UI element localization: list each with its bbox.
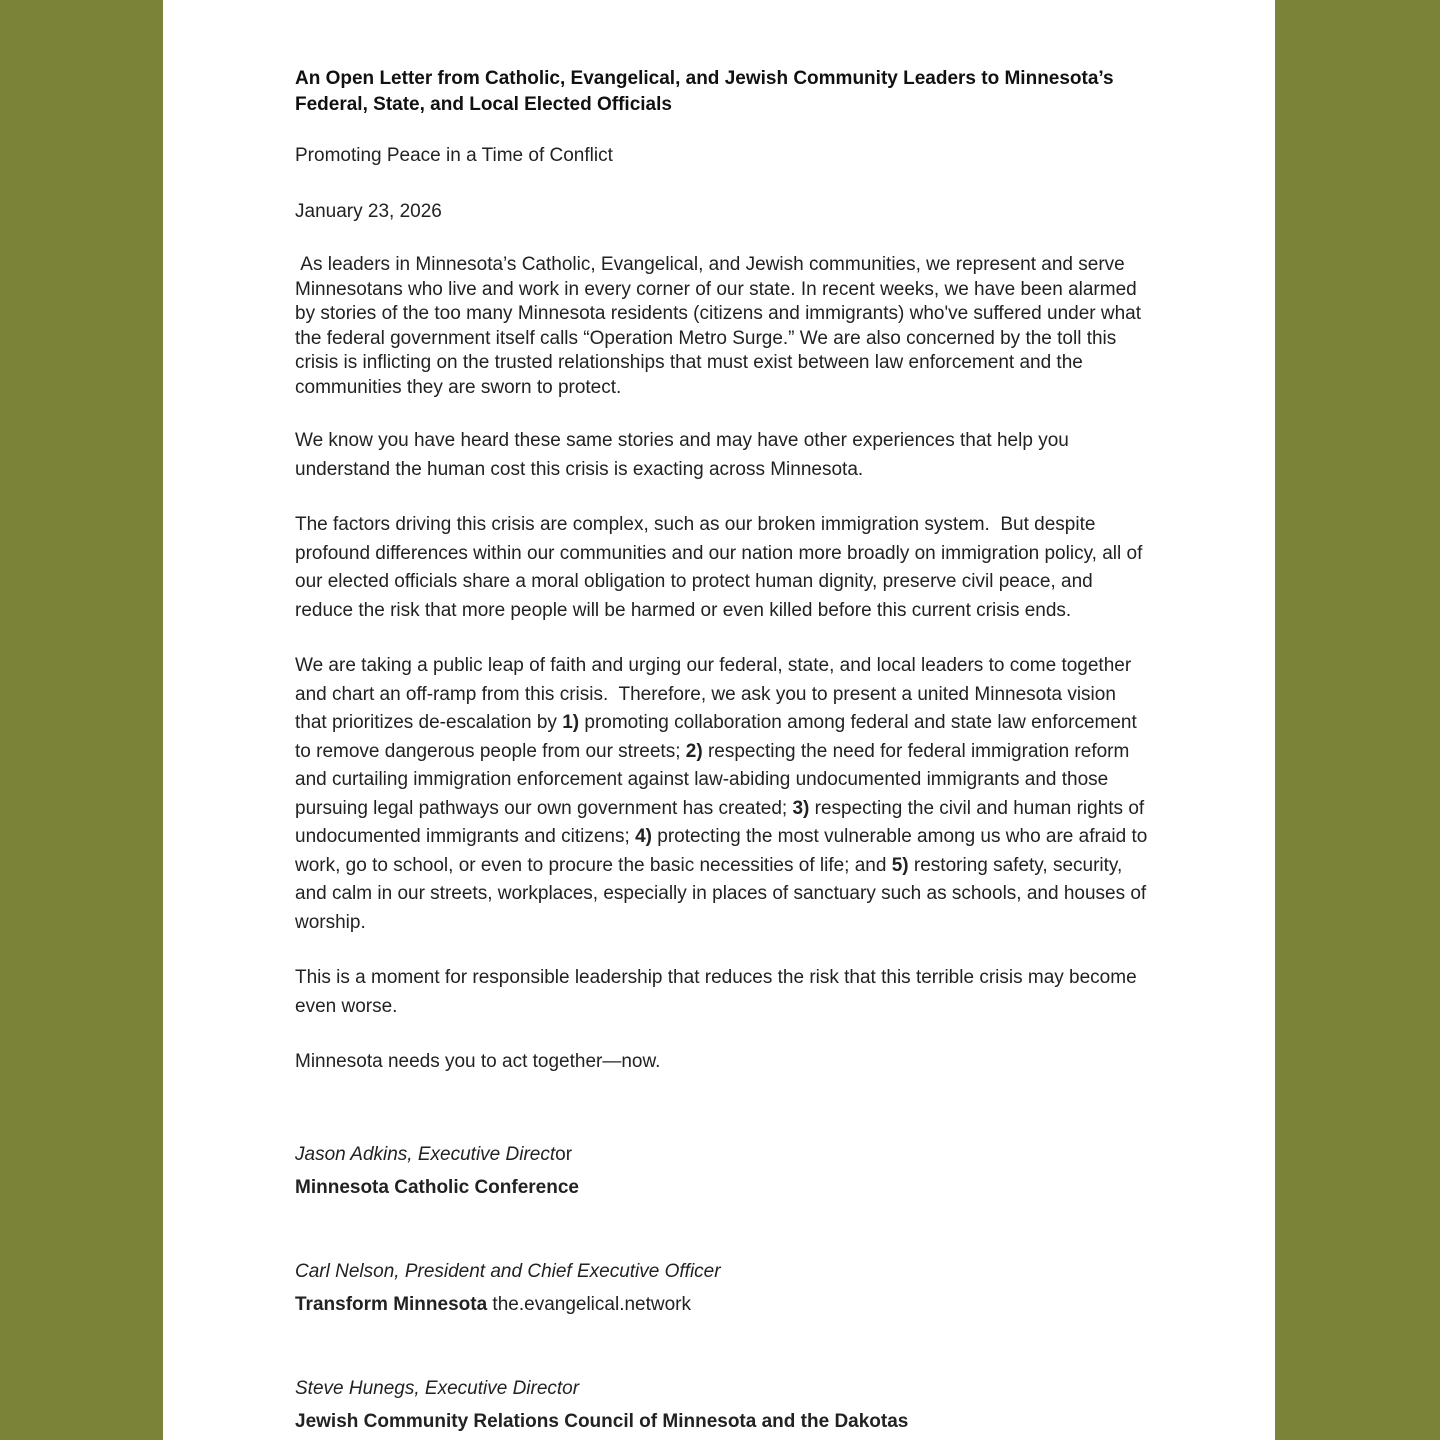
signer-organization <box>295 1408 1150 1437</box>
demand-number-3: 3) <box>792 797 810 819</box>
letter-content <box>163 0 1275 1440</box>
paragraph-leadership: This is a moment for responsible leadership that reduces the risk that this terrible crisis may become even worse. <box>295 967 1142 1017</box>
letter-title: An Open Letter from Catholic, Evangelical, and Jewish Community Leaders to Minnesota’s Federal, State, and Local Elected Officials <box>295 68 1119 116</box>
demands-text: We are taking a public leap of faith and urging our federal, state, and local leaders to come together and chart an off-ramp from this crisis. Therefore, we ask you to present a united Minnesota vision that prioritizes de-escalation by <box>295 655 1137 734</box>
signer-name <box>295 1258 1150 1287</box>
letter-page <box>163 0 1275 1440</box>
signature-block-catholic <box>295 1141 1150 1203</box>
paragraph-intro: As leaders in Minnesota’s Catholic, Evangelical, and Jewish communities, we represent and serve Minnesotans who live and work in every corner of our state. In recent weeks, we have been alarmed by stories of the too many Minnesota residents (citizens and immigrants) who've suffered under what the federal government itself calls “Operation Metro Surge.” We are also concerned by the toll this crisis is inflicting on the trusted relationships that must exist between law enforcement and the communities they are sworn to protect. <box>295 254 1147 398</box>
signer-organization <box>295 1174 1150 1203</box>
signature-block-jewish <box>295 1375 1150 1437</box>
demands-text: promoting collaboration among federal and state law enforcement to remove dangerous people from our streets; <box>295 712 1143 762</box>
demand-number-2: 2) <box>685 740 703 762</box>
signer-name-tail: or <box>555 1143 573 1165</box>
signer-name-text: Steve Hunegs, Executive Director <box>295 1377 580 1399</box>
signer-org-text: Transform Minnesota <box>295 1294 488 1316</box>
demands-text: restoring safety, security, and calm in our streets, workplaces, especially in places of sanctuary such as schools, and houses of worship. <box>295 854 1152 933</box>
demands-text: protecting the most vulnerable among us who are afraid to work, go to school, or even to procure the basic necessities of life; and <box>295 826 1153 876</box>
signer-name-text: Jason Adkins, Executive Direct <box>295 1143 556 1165</box>
signer-org-text: Minnesota Catholic Conference <box>295 1177 579 1199</box>
paragraph-stories: We know you have heard these same stories and may have other experiences that help you understand the human cost this crisis is exacting across Minnesota. <box>295 430 1075 480</box>
paragraph-call-to-action: Minnesota needs you to act together—now. <box>295 1051 661 1073</box>
signer-name <box>295 1375 1150 1404</box>
demand-number-1: 1) <box>562 712 580 734</box>
letter-subtitle: Promoting Peace in a Time of Conflict <box>295 145 613 167</box>
paragraph-factors: The factors driving this crisis are complex, such as our broken immigration system. But despite profound differences within our communities and our nation more broadly on immigration policy, all of our elected officials share a moral obligation to protect human dignity, preserve civil peace, and reduce the risk that more people will be harmed or even killed before this current crisis ends. <box>295 514 1148 621</box>
signer-organization <box>295 1291 1150 1320</box>
demand-number-5: 5) <box>891 854 909 876</box>
signer-org-text: Jewish Community Relations Council of Minnesota and the Dakotas <box>295 1411 909 1433</box>
paragraph-demands <box>295 652 1153 937</box>
demands-text: respecting the need for federal immigration reform and curtailing immigration enforcement against law-abiding undocumented immigrants and those pursuing legal pathways our own government has created; <box>295 740 1135 819</box>
signer-org-suffix: the.evangelical.network <box>487 1294 691 1316</box>
signature-block-evangelical <box>295 1258 1150 1320</box>
letter-date: January 23, 2026 <box>295 200 442 222</box>
signer-name-text: Carl Nelson, President and Chief Executive Officer <box>295 1260 721 1282</box>
demands-text: respecting the civil and human rights of undocumented immigrants and citizens; <box>295 797 1150 848</box>
demand-number-4: 4) <box>635 826 652 848</box>
signer-name <box>295 1141 1150 1170</box>
